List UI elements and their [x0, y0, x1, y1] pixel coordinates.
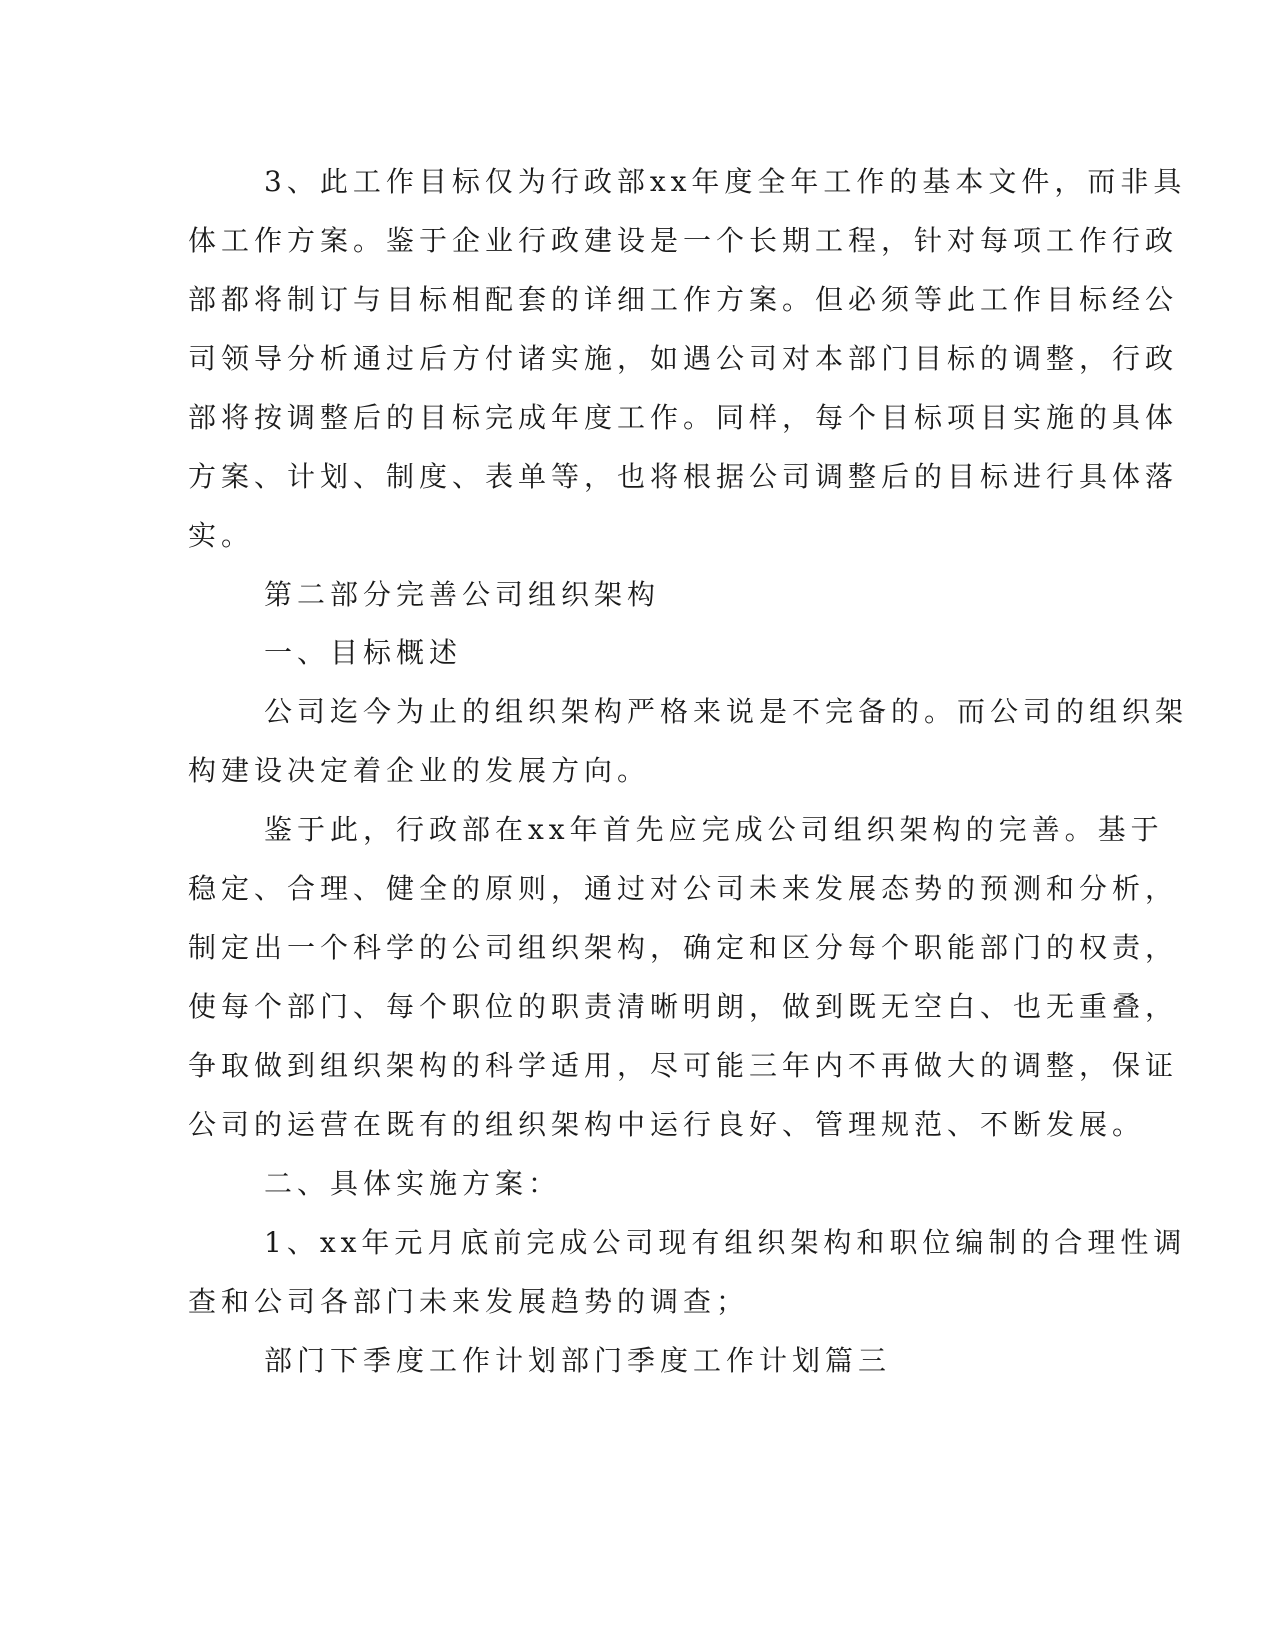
paragraph-3-line-4: 司领导分析通过后方付诸实施，如遇公司对本部门目标的调整，行政: [188, 342, 1179, 375]
detail-paragraph-line-6: 公司的运营在既有的组织架构中运行良好、管理规范、不断发展。: [188, 1108, 1146, 1141]
paragraph-3-line-2: 体工作方案。鉴于企业行政建设是一个长期工程，针对每项工作行政: [188, 224, 1179, 257]
detail-paragraph-line-4: 使每个部门、每个职位的职责清晰明朗，做到既无空白、也无重叠，: [188, 990, 1179, 1023]
detail-paragraph-line-2: 稳定、合理、健全的原则，通过对公司未来发展态势的预测和分析，: [188, 872, 1179, 905]
paragraph-3-line-6: 方案、计划、制度、表单等，也将根据公司调整后的目标进行具体落: [188, 460, 1179, 493]
detail-paragraph-line-3: 制定出一个科学的公司组织架构，确定和区分每个职能部门的权责，: [188, 931, 1179, 964]
chapter-title: 部门下季度工作计划部门季度工作计划篇三: [264, 1344, 892, 1377]
overview-paragraph-line-2: 构建设决定着企业的发展方向。: [188, 754, 651, 787]
detail-paragraph-line-1: 鉴于此，行政部在xx年首先应完成公司组织架构的完善。基于: [264, 813, 1164, 846]
subheading-implementation: 二、具体实施方案：: [264, 1167, 562, 1200]
paragraph-3-line-3: 部都将制订与目标相配套的详细工作方案。但必须等此工作目标经公: [188, 283, 1179, 316]
item-1-line-1: 1、xx年元月底前完成公司现有组织架构和职位编制的合理性调: [264, 1226, 1187, 1259]
paragraph-3-line-7: 实。: [188, 519, 255, 552]
detail-paragraph-line-5: 争取做到组织架构的科学适用，尽可能三年内不再做大的调整，保证: [188, 1049, 1179, 1082]
section-heading: 第二部分完善公司组织架构: [264, 578, 661, 611]
subheading-goal-overview: 一、目标概述: [264, 636, 463, 669]
paragraph-3-line-1: 3、此工作目标仅为行政部xx年度全年工作的基本文件，而非具: [264, 165, 1187, 198]
paragraph-3-line-5: 部将按调整后的目标完成年度工作。同样，每个目标项目实施的具体: [188, 401, 1179, 434]
overview-paragraph-line-1: 公司迄今为止的组织架构严格来说是不完备的。而公司的组织架: [264, 695, 1189, 728]
item-1-line-2: 查和公司各部门未来发展趋势的调查；: [188, 1285, 750, 1318]
